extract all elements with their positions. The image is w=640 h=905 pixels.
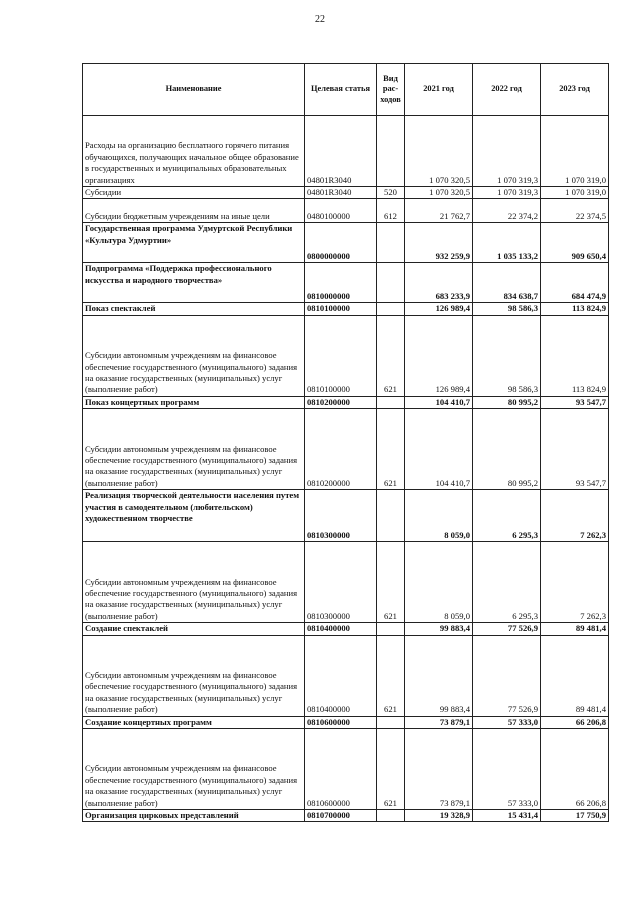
row-name: Показ спектаклей [83,303,305,315]
row-target-article: 0810600000 [305,729,377,810]
row-expense-kind: 621 [377,315,405,396]
row-amount-2021: 126 989,4 [405,315,473,396]
row-amount-2022: 6 295,3 [473,490,541,542]
row-expense-kind: 621 [377,542,405,623]
table-row [83,635,609,716]
row-amount-2023: 7 262,3 [541,490,609,542]
table-row [83,490,609,542]
row-amount-2022: 57 333,0 [473,716,541,728]
row-amount-2021: 1 070 320,5 [405,187,473,199]
row-amount-2022: 77 526,9 [473,635,541,716]
header-target-article: Целевая статья [305,64,377,116]
row-amount-2023: 1 070 319,0 [541,187,609,199]
row-amount-2023: 1 070 319,0 [541,116,609,187]
row-amount-2023: 113 824,9 [541,303,609,315]
row-amount-2021: 99 883,4 [405,623,473,635]
row-expense-kind [377,223,405,263]
row-expense-kind: 520 [377,187,405,199]
row-name: Субсидии бюджетным учреждениям на иные цели [83,199,305,223]
row-amount-2021: 932 259,9 [405,223,473,263]
row-amount-2021: 104 410,7 [405,409,473,490]
row-name: Субсидии [83,187,305,199]
row-amount-2023: 22 374,5 [541,199,609,223]
row-amount-2021: 683 233,9 [405,263,473,303]
row-name: Реализация творческой деятельности населения путем участия в самодеятельном (любительском) художественном творчестве [83,490,305,542]
table-row [83,623,609,635]
row-target-article: 0810100000 [305,303,377,315]
row-amount-2023: 66 206,8 [541,716,609,728]
table-row [83,199,609,223]
row-name: Субсидии автономным учреждениям на финансовое обеспечение государственного (муниципального) задания на оказание государственных (муниципальных) услуг (выполнение работ) [83,409,305,490]
row-amount-2023: 17 750,9 [541,810,609,822]
table-row [83,729,609,810]
table-row [83,716,609,728]
row-expense-kind: 621 [377,409,405,490]
row-amount-2021: 21 762,7 [405,199,473,223]
row-amount-2022: 22 374,2 [473,199,541,223]
row-amount-2023: 89 481,4 [541,623,609,635]
row-amount-2021: 73 879,1 [405,729,473,810]
row-name: Субсидии автономным учреждениям на финансовое обеспечение государственного (муниципального) задания на оказание государственных (муниципальных) услуг (выполнение работ) [83,315,305,396]
header-expense-kind: Вид рас-ходов [377,64,405,116]
row-amount-2021: 126 989,4 [405,303,473,315]
row-target-article: 0810300000 [305,542,377,623]
row-amount-2022: 834 638,7 [473,263,541,303]
row-expense-kind: 621 [377,729,405,810]
row-amount-2023: 93 547,7 [541,396,609,408]
row-amount-2022: 1 070 319,3 [473,187,541,199]
row-name: Государственная программа Удмуртской Республики «Культура Удмуртии» [83,223,305,263]
row-target-article: 0810600000 [305,716,377,728]
row-amount-2022: 80 995,2 [473,409,541,490]
row-amount-2021: 8 059,0 [405,490,473,542]
row-target-article: 0810700000 [305,810,377,822]
row-name: Субсидии автономным учреждениям на финансовое обеспечение государственного (муниципального) задания на оказание государственных (муниципальных) услуг (выполнение работ) [83,635,305,716]
table-row [83,187,609,199]
header-2022: 2022 год [473,64,541,116]
row-target-article: 0800000000 [305,223,377,263]
row-name: Субсидии автономным учреждениям на финансовое обеспечение государственного (муниципального) задания на оказание государственных (муниципальных) услуг (выполнение работ) [83,542,305,623]
row-expense-kind: 612 [377,199,405,223]
table-row [83,409,609,490]
row-target-article: 04801R3040 [305,116,377,187]
table-row [83,542,609,623]
row-amount-2022: 15 431,4 [473,810,541,822]
row-expense-kind [377,716,405,728]
table-header-row [83,64,609,116]
table-row [83,810,609,822]
row-amount-2021: 19 328,9 [405,810,473,822]
row-target-article: 0810200000 [305,409,377,490]
row-amount-2022: 1 070 319,3 [473,116,541,187]
row-name: Организация цирковых представлений [83,810,305,822]
row-target-article: 0810400000 [305,623,377,635]
table-row [83,315,609,396]
row-expense-kind: 621 [377,635,405,716]
row-target-article: 0810100000 [305,315,377,396]
table-row [83,263,609,303]
row-expense-kind [377,116,405,187]
row-amount-2022: 1 035 133,2 [473,223,541,263]
row-amount-2023: 684 474,9 [541,263,609,303]
row-name: Расходы на организацию бесплатного горячего питания обучающихся, получающих начальное общее образование в государственных и муниципальных образовательных организациях [83,116,305,187]
row-amount-2023: 113 824,9 [541,315,609,396]
row-expense-kind [377,303,405,315]
table-row [83,116,609,187]
row-amount-2023: 66 206,8 [541,729,609,810]
row-expense-kind [377,810,405,822]
row-name: Создание спектаклей [83,623,305,635]
row-target-article: 0480100000 [305,199,377,223]
header-name: Наименование [83,64,305,116]
row-amount-2021: 104 410,7 [405,396,473,408]
row-amount-2022: 77 526,9 [473,623,541,635]
header-2023: 2023 год [541,64,609,116]
row-amount-2023: 89 481,4 [541,635,609,716]
page-number: 22 [315,14,325,25]
budget-table [82,63,609,822]
row-amount-2022: 98 586,3 [473,315,541,396]
row-target-article: 0810000000 [305,263,377,303]
row-amount-2021: 73 879,1 [405,716,473,728]
row-expense-kind [377,490,405,542]
row-amount-2023: 93 547,7 [541,409,609,490]
row-amount-2021: 99 883,4 [405,635,473,716]
row-target-article: 0810400000 [305,635,377,716]
row-target-article: 04801R3040 [305,187,377,199]
row-amount-2022: 80 995,2 [473,396,541,408]
row-target-article: 0810300000 [305,490,377,542]
row-name: Создание концертных программ [83,716,305,728]
row-expense-kind [377,396,405,408]
row-amount-2021: 8 059,0 [405,542,473,623]
header-2021: 2021 год [405,64,473,116]
table-row [83,303,609,315]
row-amount-2022: 57 333,0 [473,729,541,810]
row-amount-2022: 98 586,3 [473,303,541,315]
row-amount-2021: 1 070 320,5 [405,116,473,187]
row-target-article: 0810200000 [305,396,377,408]
row-expense-kind [377,263,405,303]
row-name: Подпрограмма «Поддержка профессионального искусства и народного творчества» [83,263,305,303]
table-row [83,223,609,263]
row-amount-2023: 7 262,3 [541,542,609,623]
row-name: Субсидии автономным учреждениям на финансовое обеспечение государственного (муниципального) задания на оказание государственных (муниципальных) услуг (выполнение работ) [83,729,305,810]
row-amount-2022: 6 295,3 [473,542,541,623]
row-amount-2023: 909 650,4 [541,223,609,263]
table-row [83,396,609,408]
row-name: Показ концертных программ [83,396,305,408]
row-expense-kind [377,623,405,635]
